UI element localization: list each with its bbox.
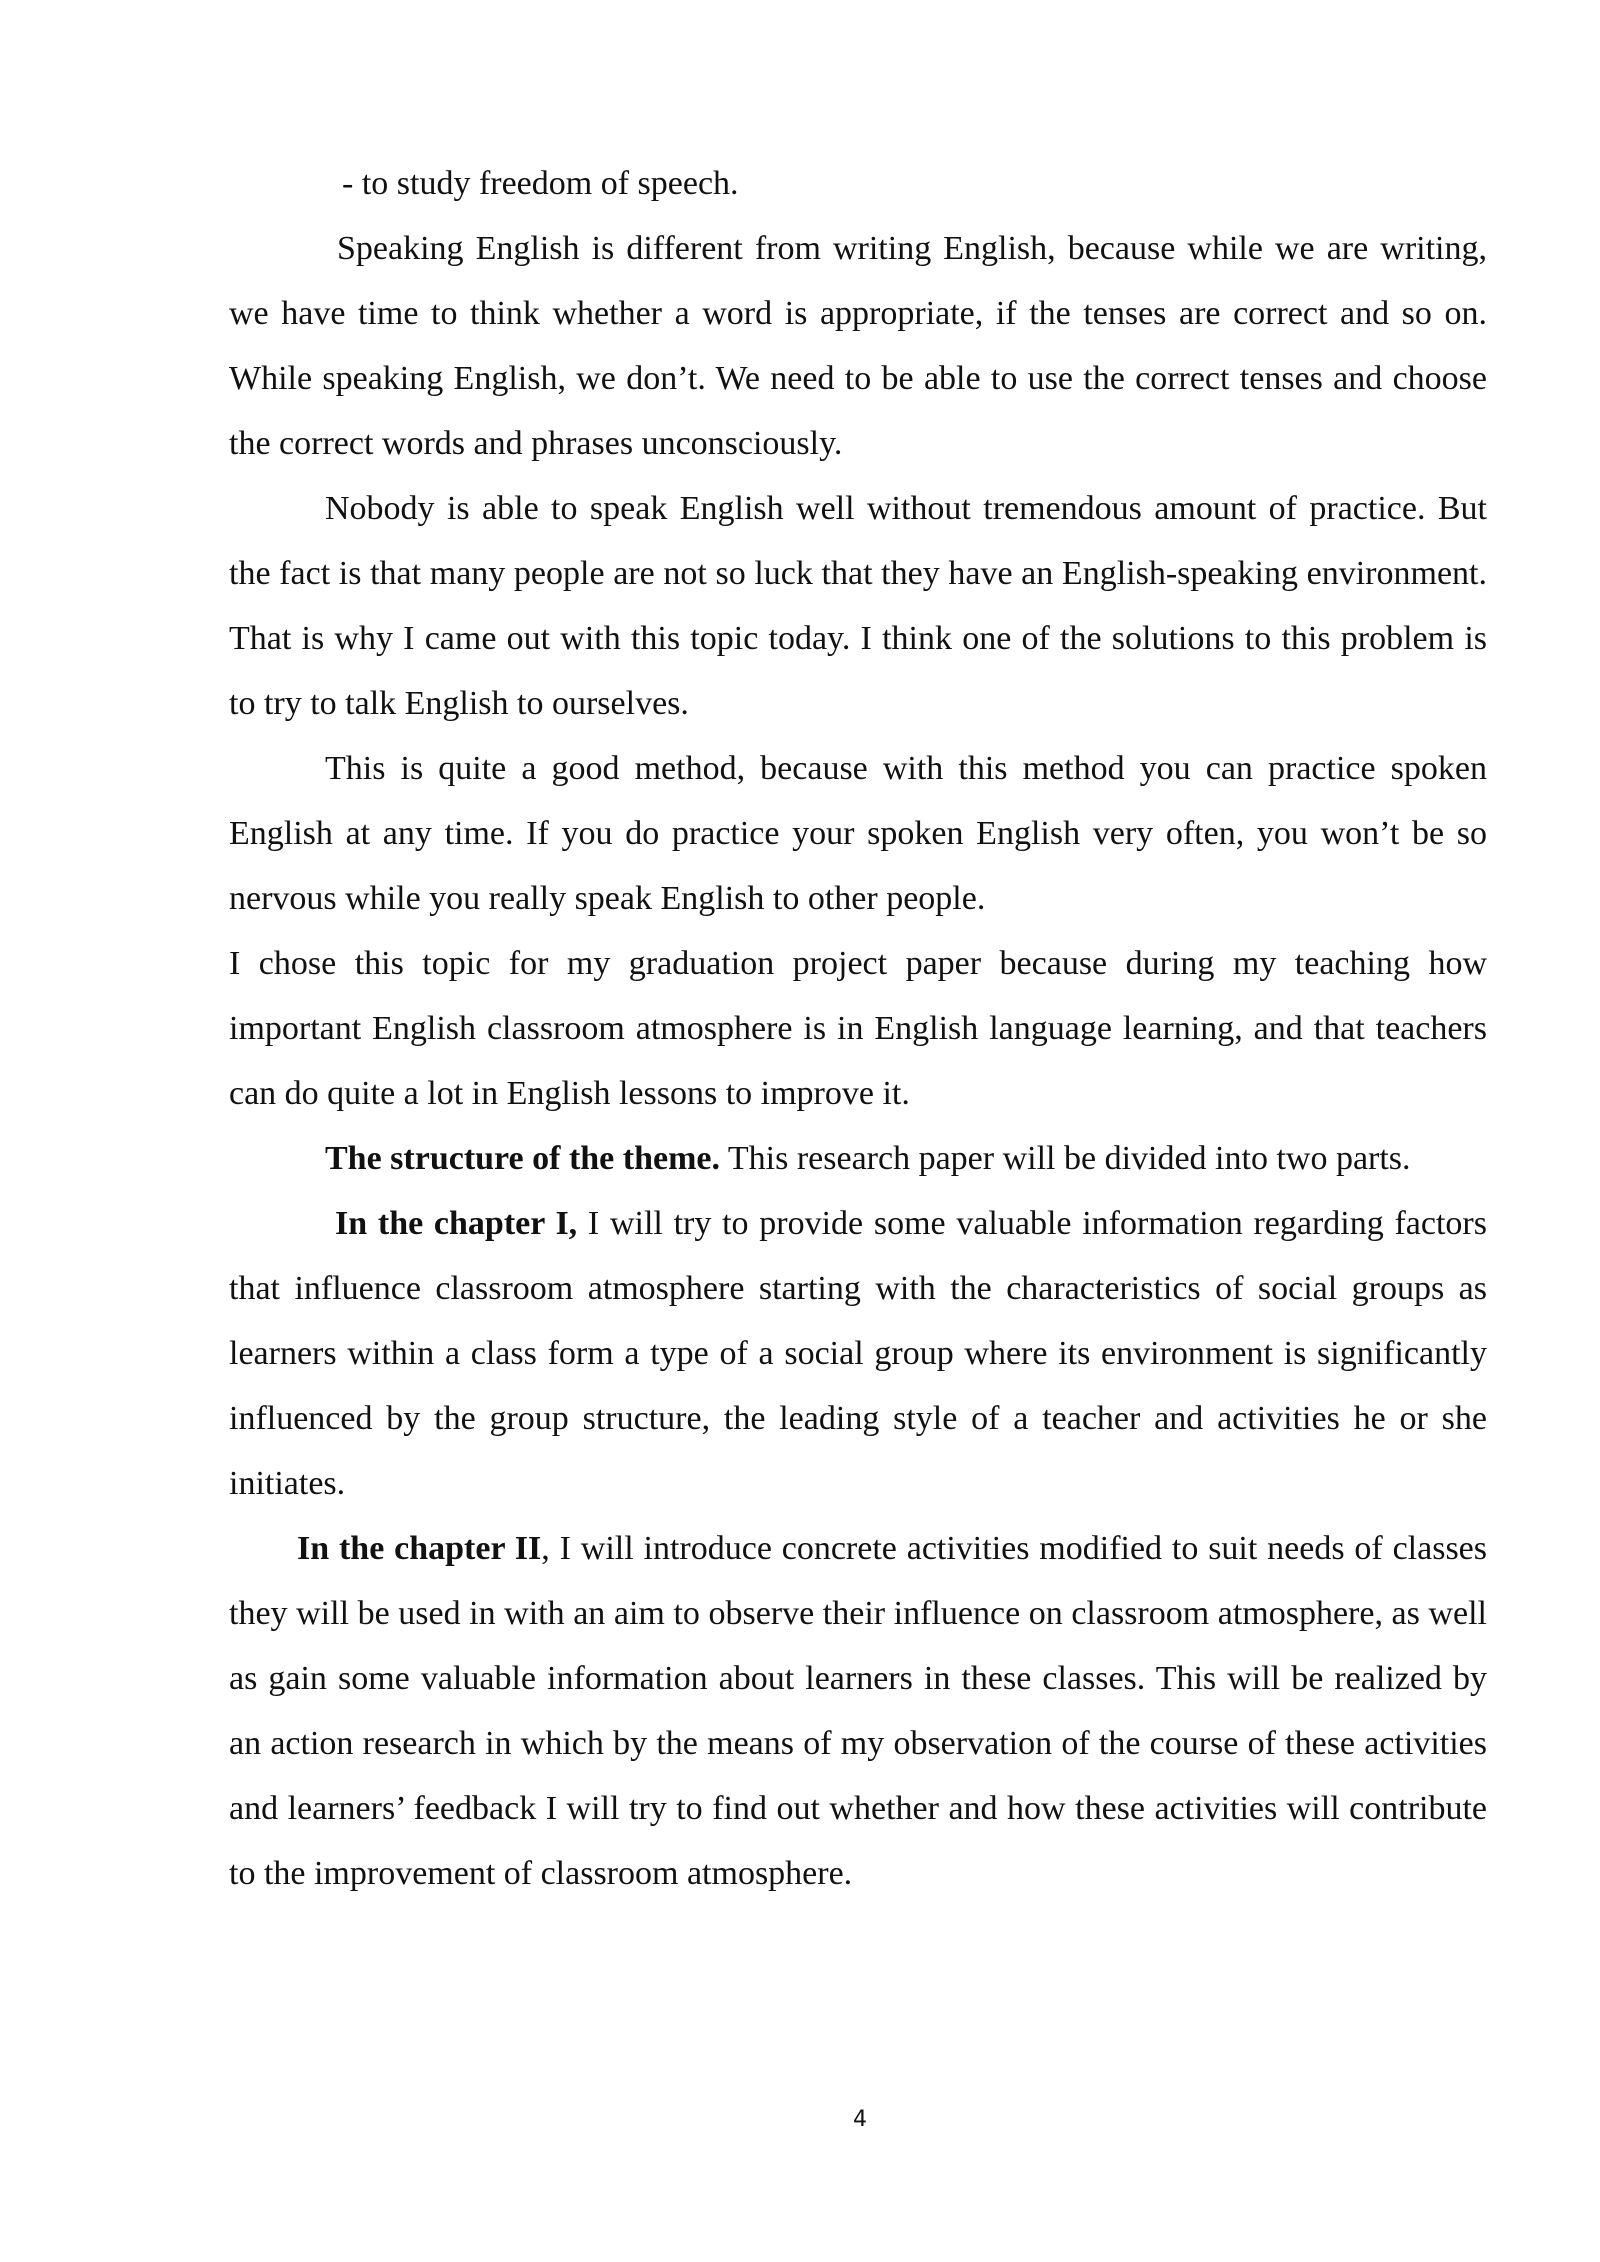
chapter-2-heading: In the chapter II: [297, 1530, 542, 1567]
paragraph-practice: [229, 476, 1487, 736]
paragraph-chapter-1: [229, 1191, 1487, 1516]
paragraph-chapter-2: [229, 1516, 1487, 1906]
paragraph-chapter-1-text: I will try to provide some valuable information regarding factors that influence classroom atmosphere starting with the characteristics of social groups as learners within a class form a type of a social group where its environment is significantly influenced by the group structure, the leading style of a teacher and activities he or she initiates.: [229, 1205, 1487, 1502]
paragraph-structure-text: This research paper will be divided into two parts.: [720, 1140, 1411, 1177]
structure-heading: The structure of the theme.: [325, 1140, 721, 1177]
chapter-1-heading: In the chapter I,: [335, 1205, 578, 1242]
paragraph-method: [229, 736, 1487, 931]
paragraph-chapter-2-text: , I will introduce concrete activities modified to suit needs of classes they will be used in with an aim to observe their influence on classroom atmosphere, as well as gain some valuable information about learners in these classes. This will be realized by an action research in which by the means of my observation of the course of these activities and learners’ feedback I will try to find out whether and how these activities will contribute to the improvement of classroom atmosphere.: [229, 1530, 1487, 1892]
paragraph-structure: [229, 1126, 1487, 1191]
paragraph-speaking-vs-writing: [229, 216, 1487, 476]
paragraph-objective-text: - to study freedom of speech.: [342, 165, 739, 202]
paragraph-topic-choice-text: I chose this topic for my graduation project paper because during my teaching how important English classroom atmosphere is in English language learning, and that teachers can do quite a lot in English lessons to improve it.: [229, 945, 1487, 1112]
paragraph-objective: [229, 151, 1487, 216]
paragraph-speaking-text: Speaking English is different from writing English, because while we are writing, we have time to think whether a word is appropriate, if the tenses are correct and so on. While speaking English, we don’t. We need to be able to use the correct tenses and choose the correct words and phrases unconsciously.: [229, 230, 1487, 462]
page-number: 4: [853, 2107, 867, 2132]
paragraph-topic-choice: [229, 931, 1487, 1126]
body-text: [229, 151, 1487, 1906]
paragraph-method-text: This is quite a good method, because with this method you can practice spoken English at any time. If you do practice your spoken English very often, you won’t be so nervous while you really speak English to other people.: [229, 750, 1487, 917]
paragraph-practice-text: Nobody is able to speak English well without tremendous amount of practice. But the fact is that many people are not so luck that they have an English-speaking environment. That is why I came out with this topic today. I think one of the solutions to this problem is to try to talk English to ourselves.: [229, 490, 1487, 722]
